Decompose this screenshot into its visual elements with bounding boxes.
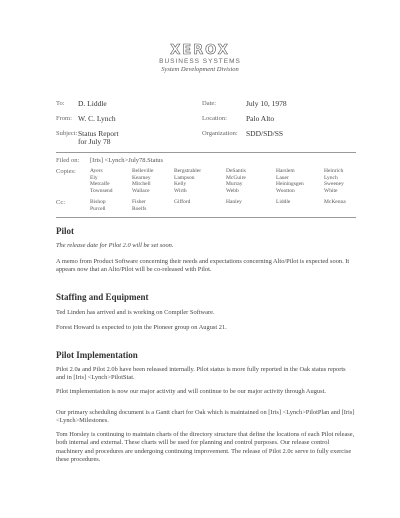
recipient-name: Townsend — [90, 187, 113, 194]
copies-column — [226, 168, 246, 194]
section-title-pilot: Pilot — [56, 226, 74, 236]
organization-label: Organization: — [202, 130, 238, 137]
pilot-paragraph-2: A memo from Product Software concerning their needs and expectations concerning Alto/Pilot is expected soon. It appears now that an Alto/Pilot will be co-released with Pilot. — [56, 258, 350, 274]
recipient-name: Sweeney — [324, 181, 344, 188]
cc-name: Hanley — [226, 199, 242, 205]
recipient-name: Webb — [226, 187, 239, 194]
copies-column — [174, 168, 201, 194]
to-value: D. Liddle — [78, 99, 107, 108]
date-value: July 10, 1978 — [246, 99, 287, 108]
recipient-name: Ely — [90, 174, 98, 181]
cc-list — [90, 199, 360, 213]
subject-value-line1: Status Report — [78, 129, 119, 138]
cc-label: Cc: — [56, 199, 66, 206]
recipient-name: White — [324, 187, 338, 194]
cc-name: Roelfs — [132, 205, 147, 212]
recipient-name: Wallace — [132, 187, 150, 194]
recipient-name: Mitchell — [132, 181, 151, 188]
section-title-implementation: Pilot Implementation — [56, 350, 138, 360]
recipient-name: Harslem — [276, 168, 295, 174]
cc-name: Gifford — [174, 199, 191, 205]
recipient-name: Wirth — [174, 187, 187, 194]
cc-name: McKenna — [324, 199, 346, 205]
staffing-paragraph-2: Forest Howard is expected to join the Pioneer group on August 21. — [56, 324, 227, 331]
copies-column — [90, 168, 113, 194]
subject-value-line2: for July 78 — [78, 137, 111, 146]
copies-column — [324, 168, 344, 194]
cc-name: Purcell — [90, 205, 106, 212]
letterhead — [0, 44, 400, 74]
division-name: BUSINESS SYSTEMS — [159, 58, 241, 65]
section-title-staffing: Staffing and Equipment — [56, 292, 149, 302]
implementation-paragraph-3: Our primary scheduling document is a Gantt chart for Oak which is maintained on [Iris] <Lynch>PilotPlan and [Iris] <Lynch>Milestones. — [56, 409, 355, 425]
date-label: Date: — [202, 100, 217, 107]
organization-value: SDD/SD/SS — [246, 129, 284, 138]
recipient-name: Wootton — [276, 187, 295, 194]
from-label: From: — [56, 115, 72, 122]
location-value: Palo Alto — [246, 114, 275, 123]
staffing-paragraph-1: Ted Linden has arrived and is working on Compiler Software. — [56, 309, 215, 316]
subject-label: Subject: — [56, 130, 78, 137]
header-divider — [56, 152, 356, 153]
recipient-name: McGuire — [226, 174, 246, 181]
filed-value: [Iris] <Lynch>July78.Status — [90, 157, 164, 164]
location-label: Location: — [202, 115, 227, 122]
recipient-name: Heiningsgen — [276, 181, 304, 188]
recipient-name: Ayers — [90, 168, 103, 174]
implementation-paragraph-4: Tom Horsley is continuing to maintain charts of the directory structure that define the locations of each Pilot release, both internal and external. These charts will be used for planning and control purposes. Our release control machinery and procedures are undergoing continuing improvement. The release of Pilot 2.0c serve to fully exercise these procedures. — [56, 431, 355, 464]
cc-name: Fisher — [132, 199, 146, 205]
filed-label: Filed on: — [56, 157, 80, 164]
copies-list — [90, 168, 360, 196]
recipient-name: Kearney — [132, 174, 151, 181]
distribution-divider — [56, 217, 356, 218]
to-label: To: — [56, 100, 65, 107]
copies-column — [132, 168, 153, 194]
cc-name: Liddle — [276, 199, 291, 205]
recipient-name: Belleville — [132, 168, 154, 174]
copies-column — [276, 168, 304, 194]
recipient-name: Murray — [226, 181, 243, 188]
recipient-name: Bergstrahler — [174, 168, 202, 174]
recipient-name: Kelly — [174, 181, 187, 188]
pilot-paragraph-1: The release date for Pilot 2.0 will be set soon. — [56, 242, 174, 249]
implementation-paragraph-2: Pilot implementation is now our major activity and will continue to be our major activity through August. — [56, 388, 326, 395]
recipient-name: Lauer — [276, 174, 289, 181]
recipient-name: Lynch — [324, 174, 338, 181]
department-name: System Development Division — [161, 66, 239, 73]
cc-name: Bishop — [90, 199, 106, 205]
recipient-name: Lampson — [174, 174, 195, 181]
copies-label: Copies: — [56, 168, 76, 175]
implementation-paragraph-1: Pilot 2.0a and Pilot 2.0b have been released internally. Pilot status is more fully reported in the Oak status reports and in [Iris] <Lynch>PilotStat. — [56, 366, 346, 382]
from-value: W. C. Lynch — [78, 114, 116, 123]
recipient-name: Metcalfe — [90, 181, 110, 188]
recipient-name: Heinrich — [324, 168, 344, 174]
company-logo: XEROX — [170, 43, 230, 58]
recipient-name: DeSantis — [226, 168, 246, 174]
